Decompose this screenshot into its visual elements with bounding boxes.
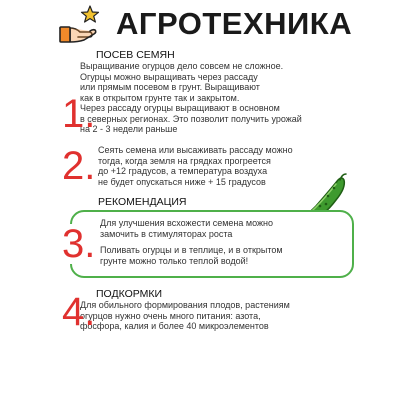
step-2-text: Сеять семена или высаживать рассаду можно тогда, когда земля на грядках прогреется до +12 градусов, а температура воздуха не будет опускаться ниже + 15 градусов bbox=[98, 145, 293, 187]
section-heading-feeding: ПОДКОРМКИ bbox=[96, 288, 163, 300]
step-number-4: 4. bbox=[62, 290, 96, 334]
section-heading-sowing: ПОСЕВ СЕМЯН bbox=[96, 49, 175, 61]
hand-star-icon bbox=[56, 4, 102, 44]
step-1-text: Выращивание огурцов дело совсем не сложное. Огурцы можно выращивать через рассаду или прямым посевом в грунт. Выращивают как в открытом грунте так и закрытом. Через рассаду огурцы выращивают в основном в северных регионах. Это позволит получить урожай на 2 - 3 недели раньше bbox=[80, 61, 302, 134]
step-4-text: Для обильного формирования плодов, растениям огурцов нужно очень много питания: азота, фосфора, калия и более 40 микроэлементов bbox=[80, 300, 290, 331]
step-3-text-2: Поливать огурцы и в теплице, и в открытом грунте можно только теплой водой! bbox=[100, 245, 283, 266]
step-number-2: 2. bbox=[62, 144, 96, 188]
step-3-text-1: Для улучшения всхожести семена можно замочить в стимуляторах роста bbox=[100, 218, 273, 239]
section-heading-recommendation: РЕКОМЕНДАЦИЯ bbox=[98, 196, 187, 208]
page-title: АГРОТЕХНИКА bbox=[116, 6, 353, 41]
step-number-3: 3. bbox=[62, 222, 96, 266]
step-number-1: 1. bbox=[62, 92, 96, 136]
